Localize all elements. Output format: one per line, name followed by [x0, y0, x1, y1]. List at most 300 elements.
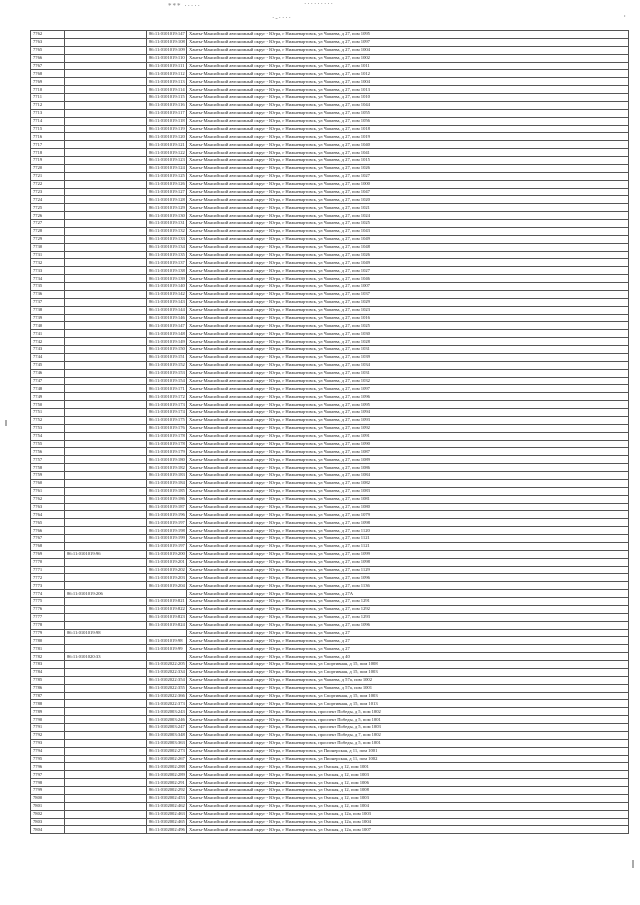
table-row [31, 385, 629, 393]
cadastral-number-cell: 86:11:0101019:197 [147, 519, 187, 527]
address-cell: Ханты-Мансийский автономный округ - Югра, г Нижневартовск, ул Спортивная, д 15, пом 1003 [187, 668, 629, 676]
row-number-cell: 7766 [31, 54, 65, 62]
address-cell: Ханты-Мансийский автономный округ - Югра, г Нижневартовск, проспект Победы, д 5, пом 1002 [187, 708, 629, 716]
row-number-cell: 7747 [31, 377, 65, 385]
table-row [31, 810, 629, 818]
table-row [31, 70, 629, 78]
table-row [31, 227, 629, 235]
table-row [31, 779, 629, 787]
table-row [31, 464, 629, 472]
cadastral-number-cell: 86:11:0101019:183 [147, 472, 187, 480]
cadastral-number-cell: 86:11:0102022:334 [147, 668, 187, 676]
row-number-cell: 7756 [31, 448, 65, 456]
table-row [31, 668, 629, 676]
row-number-cell: 7722 [31, 180, 65, 188]
row-number-cell: 7803 [31, 818, 65, 826]
parent-cadastral-number-cell [65, 582, 147, 590]
parent-cadastral-number-cell [65, 535, 147, 543]
row-number-cell: 7793 [31, 739, 65, 747]
cadastral-number-cell: 86:11:0101019:137 [147, 259, 187, 267]
table-row [31, 290, 629, 298]
parent-cadastral-number-cell [65, 464, 147, 472]
table-row [31, 409, 629, 417]
address-cell: Ханты-Мансийский автономный округ - Югра, г Нижневартовск, ул Омская, д 12, пом 1008 [187, 787, 629, 795]
table-row [31, 212, 629, 220]
parent-cadastral-number-cell [65, 424, 147, 432]
table-row [31, 251, 629, 259]
cadastral-number-cell: 86:11:0102003:348 [147, 731, 187, 739]
table-row [31, 180, 629, 188]
table-row [31, 802, 629, 810]
table-row [31, 598, 629, 606]
cadastral-number-cell: 86:11:0101019:204 [147, 582, 187, 590]
address-cell: Ханты-Мансийский автономный округ - Югра, г Нижневартовск, ул Чапаева, д 27, пом 1039 [187, 353, 629, 361]
table-row [31, 487, 629, 495]
address-cell: Ханты-Мансийский автономный округ - Югра, г Нижневартовск, ул Чапаева, д 27, пом 1095 [187, 401, 629, 409]
header-stamp-right: ········· [304, 0, 334, 8]
parent-cadastral-number-cell [65, 196, 147, 204]
address-cell: Ханты-Мансийский автономный округ - Югра, г Нижневартовск, ул Чапаева, д 27, пом 1015 [187, 157, 629, 165]
address-cell: Ханты-Мансийский автономный округ - Югра, г Нижневартовск, ул Чапаева, д 27, пом 1080 [187, 503, 629, 511]
parent-cadastral-number-cell [65, 763, 147, 771]
cadastral-number-cell: 86:11:0101019:178 [147, 440, 187, 448]
row-number-cell: 7715 [31, 125, 65, 133]
table-row [31, 590, 629, 598]
cadastral-number-cell: 86:11:0102002:267 [147, 755, 187, 763]
row-number-cell: 7771 [31, 566, 65, 574]
table-row [31, 692, 629, 700]
address-cell: Ханты-Мансийский автономный округ - Югра, г Нижневартовск, ул Чапаева, д 27, пом 1028 [187, 338, 629, 346]
table-row [31, 519, 629, 527]
parent-cadastral-number-cell [65, 31, 147, 39]
row-number-cell: 7796 [31, 763, 65, 771]
parent-cadastral-number-cell [65, 440, 147, 448]
row-number-cell: 7789 [31, 708, 65, 716]
address-cell: Ханты-Мансийский автономный округ - Югра, г Нижневартовск, ул Чапаева, д 27, пом 1092 [187, 424, 629, 432]
table-row [31, 94, 629, 102]
table-row [31, 771, 629, 779]
address-cell: Ханты-Мансийский автономный округ - Югра, г Нижневартовск, ул Чапаева, д 27, пом 1091 [187, 432, 629, 440]
cadastral-number-cell [147, 590, 187, 598]
row-number-cell: 7753 [31, 424, 65, 432]
cadastral-number-cell: 86:11:0102002:292 [147, 787, 187, 795]
row-number-cell: 7786 [31, 684, 65, 692]
row-number-cell: 7777 [31, 613, 65, 621]
parent-cadastral-number-cell [65, 598, 147, 606]
cadastral-number-cell: 86:11:0102002:463 [147, 810, 187, 818]
cadastral-number-cell: 86:11:0101019:142 [147, 290, 187, 298]
cadastral-number-cell: 86:11:0102022:205 [147, 661, 187, 669]
parent-cadastral-number-cell [65, 511, 147, 519]
row-number-cell: 7759 [31, 472, 65, 480]
address-cell: Ханты-Мансийский автономный округ - Югра, г Нижневартовск, ул Чапаева, д 57а, пом 1002 [187, 676, 629, 684]
address-cell: Ханты-Мансийский автономный округ - Югра, г Нижневартовск, ул Чапаева, д 27, пом 1120 [187, 527, 629, 535]
row-number-cell: 7802 [31, 810, 65, 818]
row-number-cell: 7775 [31, 598, 65, 606]
parent-cadastral-number-cell [65, 558, 147, 566]
address-cell: Ханты-Мансийский автономный округ - Югра, г Нижневартовск, ул Омская, д 12а, пом 1007 [187, 826, 629, 834]
cadastral-number-cell: 86:11:0101019:176 [147, 424, 187, 432]
address-cell: Ханты-Мансийский автономный округ - Югра, г Нижневартовск, ул Чапаева, д 27, пом 1097 [187, 38, 629, 46]
parent-cadastral-number-cell [65, 637, 147, 645]
table-row [31, 62, 629, 70]
row-number-cell: 7731 [31, 251, 65, 259]
cadastral-number-cell: 86:11:0102002:496 [147, 826, 187, 834]
address-cell: Ханты-Мансийский автономный округ - Югра, г Нижневартовск, ул Чапаева, д 27, пом 1032 [187, 377, 629, 385]
address-cell: Ханты-Мансийский автономный округ - Югра, г Нижневартовск, ул Чапаева, д 27, пом 1013 [187, 86, 629, 94]
parent-cadastral-number-cell [65, 78, 147, 86]
table-row [31, 605, 629, 613]
row-number-cell: 7739 [31, 314, 65, 322]
cadastral-number-cell: 86:11:0101019:182 [147, 464, 187, 472]
parent-cadastral-number-cell [65, 393, 147, 401]
row-number-cell: 7764 [31, 511, 65, 519]
table-row [31, 763, 629, 771]
table-row [31, 101, 629, 109]
address-cell: Ханты-Мансийский автономный округ - Югра, г Нижневартовск, проспект Победы, д 5, пом 1001 [187, 739, 629, 747]
parent-cadastral-number-cell [65, 716, 147, 724]
address-cell: Ханты-Мансийский автономный округ - Югра, г Нижневартовск, ул Чапаева, д 27, пом 1095 [187, 31, 629, 39]
address-cell: Ханты-Мансийский автономный округ - Югра, г Нижневартовск, ул Чапаева, д 27, пом 1048 [187, 243, 629, 251]
table-row [31, 724, 629, 732]
parent-cadastral-number-cell [65, 739, 147, 747]
address-cell: Ханты-Мансийский автономный округ - Югра, г Нижневартовск, ул Чапаева, д 27, пом 1083 [187, 487, 629, 495]
parent-cadastral-number-cell [65, 385, 147, 393]
row-number-cell: 7737 [31, 298, 65, 306]
row-number-cell: 7780 [31, 637, 65, 645]
table-row [31, 125, 629, 133]
table-row [31, 716, 629, 724]
cadastral-number-cell: 86:11:0102003:247 [147, 724, 187, 732]
row-number-cell: 7781 [31, 645, 65, 653]
cadastral-number-cell: 86:11:0101019:154 [147, 377, 187, 385]
address-cell: Ханты-Мансийский автономный округ - Югра, г Нижневартовск, ул Чапаева, д 27, пом 1049 [187, 259, 629, 267]
cadastral-number-cell: 86:11:0101019:127 [147, 188, 187, 196]
row-number-cell: 7787 [31, 692, 65, 700]
row-number-cell: 7788 [31, 700, 65, 708]
cadastral-number-cell: 86:11:0101019:171 [147, 385, 187, 393]
parent-cadastral-number-cell [65, 684, 147, 692]
address-cell: Ханты-Мансийский автономный округ - Югра, г Нижневартовск, ул Чапаева, д 27, пом 1027 [187, 267, 629, 275]
cadastral-number-cell: 86:11:0102002:273 [147, 747, 187, 755]
cadastral-number-cell: 86:11:0102022:355 [147, 684, 187, 692]
row-number-cell: 7790 [31, 716, 65, 724]
address-cell: Ханты-Мансийский автономный округ - Югра, г Нижневартовск, ул Чапаева, д 57а, пом 1001 [187, 684, 629, 692]
row-number-cell: 7750 [31, 401, 65, 409]
address-cell: Ханты-Мансийский автономный округ - Югра, г Нижневартовск, ул Чапаева, д 27, пом 1020 [187, 196, 629, 204]
table-row [31, 755, 629, 763]
table-row [31, 503, 629, 511]
address-cell: Ханты-Мансийский автономный округ - Югра, г Нижневартовск, ул Чапаева, д 27, пом 1043 [187, 227, 629, 235]
table-row [31, 448, 629, 456]
table-row [31, 204, 629, 212]
cadastral-number-cell: 86:11:0101019:99 [147, 645, 187, 653]
cadastral-number-cell: 86:11:0101019:112 [147, 70, 187, 78]
table-row [31, 637, 629, 645]
parent-cadastral-number-cell [65, 503, 147, 511]
cadastral-number-cell: 86:11:0101019:147 [147, 31, 187, 39]
address-cell: Ханты-Мансийский автономный округ - Югра, г Нижневартовск, ул Чапаева, д 27, пом 1089 [187, 456, 629, 464]
address-cell: Ханты-Мансийский автономный округ - Югра, г Нижневартовск, ул Чапаева, д 27, пом 1002 [187, 54, 629, 62]
cadastral-number-cell: 86:11:0101019:150 [147, 346, 187, 354]
cadastral-number-cell: 86:11:0102003:243 [147, 708, 187, 716]
row-number-cell: 7762 [31, 495, 65, 503]
table-row [31, 283, 629, 291]
row-number-cell: 7732 [31, 259, 65, 267]
row-number-cell: 7779 [31, 629, 65, 637]
row-number-cell: 7784 [31, 668, 65, 676]
row-number-cell: 7754 [31, 432, 65, 440]
cadastral-number-cell: 86:11:0101019:133 [147, 235, 187, 243]
row-number-cell: 7757 [31, 456, 65, 464]
cadastral-number-cell: 86:11:0101019:126 [147, 180, 187, 188]
address-cell: Ханты-Мансийский автономный округ - Югра, г Нижневартовск, ул Чапаева, д 27, пом 1012 [187, 70, 629, 78]
parent-cadastral-number-cell [65, 377, 147, 385]
address-cell: Ханты-Мансийский автономный округ - Югра, г Нижневартовск, ул Омская, д 12, пом 1006 [187, 779, 629, 787]
row-number-cell: 7797 [31, 771, 65, 779]
table-row [31, 235, 629, 243]
address-cell: Ханты-Мансийский автономный округ - Югра, г Нижневартовск, ул Пионерская, д 11, пом 1002 [187, 755, 629, 763]
address-cell: Ханты-Мансийский автономный округ - Югра, г Нижневартовск, ул Чапаева, д 27, пом 1096 [187, 393, 629, 401]
address-cell: Ханты-Мансийский автономный округ - Югра, г Нижневартовск, ул Омская, д 12а, пом 1004 [187, 818, 629, 826]
parent-cadastral-number-cell [65, 330, 147, 338]
cadastral-number-cell: 86:11:0102002:453 [147, 794, 187, 802]
cadastral-number-cell: 86:11:0101019:172 [147, 393, 187, 401]
row-number-cell: 7734 [31, 275, 65, 283]
table-row [31, 479, 629, 487]
parent-cadastral-number-cell: 86:11:0101019:206 [65, 590, 147, 598]
table-row [31, 259, 629, 267]
parent-cadastral-number-cell [65, 133, 147, 141]
address-cell: Ханты-Мансийский автономный округ - Югра, г Нижневартовск, ул Чапаева, д 27, пом 1024 [187, 212, 629, 220]
table-row [31, 661, 629, 669]
table-row [31, 149, 629, 157]
row-number-cell: 7795 [31, 755, 65, 763]
address-cell: Ханты-Мансийский автономный округ - Югра, г Нижневартовск, ул Чапаева, д 27, пом 1081 [187, 495, 629, 503]
parent-cadastral-number-cell [65, 401, 147, 409]
address-cell: Ханты-Мансийский автономный округ - Югра, г Нижневартовск, ул Чапаева, д 27, пом 1007 [187, 283, 629, 291]
parent-cadastral-number-cell [65, 125, 147, 133]
address-cell: Ханты-Мансийский автономный округ - Югра, г Нижневартовск, ул Чапаева, д 27, пом 1090 [187, 440, 629, 448]
table-row [31, 826, 629, 834]
row-number-cell: 7716 [31, 133, 65, 141]
cadastral-number-cell: 86:11:0101019:118 [147, 117, 187, 125]
cadastral-number-cell: 86:11:0101019:174 [147, 409, 187, 417]
table-row [31, 330, 629, 338]
address-cell: Ханты-Мансийский автономный округ - Югра, г Нижневартовск, ул Омская, д 12, пом 1001 [187, 763, 629, 771]
cadastral-number-cell: 86:11:0101019:120 [147, 133, 187, 141]
table-row [31, 86, 629, 94]
parent-cadastral-number-cell [65, 86, 147, 94]
address-cell: Ханты-Мансийский автономный округ - Югра, г Нижневартовск, ул Чапаева, д 27, пом 1129 [187, 566, 629, 574]
row-number-cell: 7725 [31, 204, 65, 212]
row-number-cell: 7783 [31, 661, 65, 669]
table-row [31, 46, 629, 54]
address-cell: Ханты-Мансийский автономный округ - Югра, г Нижневартовск, ул Чапаева, д 27, пом 1082 [187, 479, 629, 487]
parent-cadastral-number-cell [65, 448, 147, 456]
table-row [31, 172, 629, 180]
row-number-cell: 7751 [31, 409, 65, 417]
table-row [31, 353, 629, 361]
address-cell: Ханты-Мансийский автономный округ - Югра, г Нижневартовск, ул Чапаева, д 27, пом 1055 [187, 109, 629, 117]
address-cell: Ханты-Мансийский автономный округ - Югра, г Нижневартовск, ул Чапаева, д 27, пом 1025 [187, 322, 629, 330]
row-number-cell: 7727 [31, 220, 65, 228]
cadastral-number-cell: 86:11:0101019:139 [147, 275, 187, 283]
table-row [31, 164, 629, 172]
row-number-cell: 7740 [31, 322, 65, 330]
cadastral-number-cell: 86:11:0101019:98 [147, 637, 187, 645]
parent-cadastral-number-cell [65, 747, 147, 755]
cadastral-number-cell: 86:11:0101019:140 [147, 283, 187, 291]
row-number-cell: 7723 [31, 188, 65, 196]
parent-cadastral-number-cell [65, 290, 147, 298]
row-number-cell: 7763 [31, 38, 65, 46]
row-number-cell: 7726 [31, 212, 65, 220]
address-cell: Ханты-Мансийский автономный округ - Югра, г Нижневартовск, ул Чапаева, д 27 [187, 637, 629, 645]
table-row [31, 787, 629, 795]
parent-cadastral-number-cell [65, 46, 147, 54]
cadastral-number-cell: 86:11:0101019:134 [147, 243, 187, 251]
cadastral-number-cell: 86:11:0101019:125 [147, 172, 187, 180]
row-number-cell: 7718 [31, 149, 65, 157]
address-cell: Ханты-Мансийский автономный округ - Югра, г Нижневартовск, ул Чапаева, д 27, пом 1292 [187, 605, 629, 613]
table-row [31, 424, 629, 432]
cadastral-number-cell: 86:11:0101019:132 [147, 227, 187, 235]
cadastral-number-cell: 86:11:0102003:246 [147, 716, 187, 724]
cadastral-number-cell: 86:11:0101019:180 [147, 456, 187, 464]
table-row [31, 141, 629, 149]
table-row [31, 739, 629, 747]
cadastral-number-cell: 86:11:0101019:119 [147, 125, 187, 133]
address-cell: Ханты-Мансийский автономный округ - Югра, г Нижневартовск, ул Чапаева, д 27 [187, 645, 629, 653]
parent-cadastral-number-cell [65, 810, 147, 818]
parent-cadastral-number-cell [65, 432, 147, 440]
address-cell: Ханты-Мансийский автономный округ - Югра, г Нижневартовск, ул Пионерская, д 11, пом 1001 [187, 747, 629, 755]
parent-cadastral-number-cell [65, 487, 147, 495]
table-row [31, 542, 629, 550]
parent-cadastral-number-cell: 86:11:0101020:33 [65, 653, 147, 661]
parent-cadastral-number-cell [65, 613, 147, 621]
parent-cadastral-number-cell [65, 409, 147, 417]
address-cell: Ханты-Мансийский автономный округ - Югра, г Нижневартовск, ул Чапаева, д 27, пом 1047 [187, 188, 629, 196]
row-number-cell: 7798 [31, 779, 65, 787]
address-cell: Ханты-Мансийский автономный округ - Югра, г Нижневартовск, ул Чапаева, д 27, пом 1291 [187, 598, 629, 606]
row-number-cell: 7744 [31, 353, 65, 361]
address-cell: Ханты-Мансийский автономный округ - Югра, г Нижневартовск, ул Чапаева, д 27, пом 1000 [187, 180, 629, 188]
parent-cadastral-number-cell [65, 472, 147, 480]
table-row [31, 306, 629, 314]
table-row [31, 535, 629, 543]
table-row [31, 243, 629, 251]
row-number-cell: 7743 [31, 346, 65, 354]
address-cell: Ханты-Мансийский автономный округ - Югра, г Нижневартовск, ул Чапаева, д 27, пом 1004 [187, 78, 629, 86]
table-row [31, 566, 629, 574]
scan-mark-right [632, 860, 634, 868]
parent-cadastral-number-cell [65, 70, 147, 78]
cadastral-number-cell: 86:11:0101019:151 [147, 353, 187, 361]
address-cell: Ханты-Мансийский автономный округ - Югра, г Нижневартовск, ул Чапаева, д 27, пом 1037 [187, 290, 629, 298]
cadastral-number-cell: 86:11:0102002:288 [147, 763, 187, 771]
parent-cadastral-number-cell [65, 235, 147, 243]
row-number-cell: 7711 [31, 94, 65, 102]
table-row [31, 338, 629, 346]
table-row [31, 511, 629, 519]
row-number-cell: 7773 [31, 582, 65, 590]
row-number-cell: 7730 [31, 243, 65, 251]
table-row [31, 645, 629, 653]
parent-cadastral-number-cell [65, 692, 147, 700]
cadastral-number-cell: 86:11:0101019:117 [147, 109, 187, 117]
table-row [31, 401, 629, 409]
table-row [31, 440, 629, 448]
parent-cadastral-number-cell [65, 220, 147, 228]
row-number-cell: 7742 [31, 338, 65, 346]
cadastral-number-cell: 86:11:0101019:116 [147, 101, 187, 109]
parent-cadastral-number-cell [65, 117, 147, 125]
header-stamp-left: *** ····· [168, 2, 201, 10]
row-number-cell: 7766 [31, 527, 65, 535]
cadastral-number-cell: 86:11:0101019:128 [147, 196, 187, 204]
cadastral-number-cell: 86:11:0102003:363 [147, 739, 187, 747]
row-number-cell: 7728 [31, 227, 65, 235]
parent-cadastral-number-cell [65, 755, 147, 763]
cadastral-number-cell: 86:11:0102022:354 [147, 676, 187, 684]
row-number-cell: 7769 [31, 550, 65, 558]
table-row [31, 31, 629, 39]
row-number-cell: 7774 [31, 590, 65, 598]
cadastral-number-cell: 86:11:0101019:202 [147, 566, 187, 574]
row-number-cell: 7791 [31, 724, 65, 732]
row-number-cell: 7720 [31, 164, 65, 172]
table-row [31, 456, 629, 464]
table-row [31, 731, 629, 739]
table-row [31, 574, 629, 582]
cadastral-number-cell: 86:11:0102002:462 [147, 802, 187, 810]
cadastral-number-cell: 86:11:0101019:147 [147, 322, 187, 330]
parent-cadastral-number-cell [65, 479, 147, 487]
table-row [31, 472, 629, 480]
address-cell: Ханты-Мансийский автономный округ - Югра, г Нижневартовск, ул Чапаева, д 27 [187, 629, 629, 637]
parent-cadastral-number-cell [65, 54, 147, 62]
cadastral-number-cell: 86:11:0101019:146 [147, 314, 187, 322]
parent-cadastral-number-cell [65, 212, 147, 220]
cadastral-number-cell: 86:11:0101019:129 [147, 204, 187, 212]
cadastral-number-cell: 86:11:0101019:148 [147, 330, 187, 338]
table-row [31, 818, 629, 826]
table-row [31, 133, 629, 141]
cadastral-number-cell: 86:11:0101019:152 [147, 361, 187, 369]
cadastral-number-cell: 86:11:0101019:203 [147, 574, 187, 582]
table-row [31, 495, 629, 503]
table-row [31, 298, 629, 306]
table-row [31, 432, 629, 440]
parent-cadastral-number-cell [65, 180, 147, 188]
row-number-cell: 7710 [31, 86, 65, 94]
address-cell: Ханты-Мансийский автономный округ - Югра, г Нижневартовск, ул Чапаева, д 27, пом 1098 [187, 558, 629, 566]
cadastral-number-cell: 86:11:0101019:196 [147, 511, 187, 519]
cadastral-number-cell: 86:11:0101019:121 [147, 141, 187, 149]
header-stamp-right-2: ·-···· [272, 14, 292, 22]
address-cell: Ханты-Мансийский автономный округ - Югра, г Нижневартовск, ул Чапаева, д 27, пом 1029 [187, 298, 629, 306]
parent-cadastral-number-cell [65, 267, 147, 275]
row-number-cell: 7714 [31, 117, 65, 125]
row-number-cell: 7758 [31, 464, 65, 472]
address-cell: Ханты-Мансийский автономный округ - Югра, г Нижневартовск, проспект Победы, д 7, пом 1002 [187, 731, 629, 739]
row-number-cell: 7736 [31, 290, 65, 298]
cadastral-number-cell [147, 653, 187, 661]
table-row [31, 361, 629, 369]
address-cell: Ханты-Мансийский автономный округ - Югра, г Нижневартовск, ул Чапаева, д 27, пом 1079 [187, 511, 629, 519]
